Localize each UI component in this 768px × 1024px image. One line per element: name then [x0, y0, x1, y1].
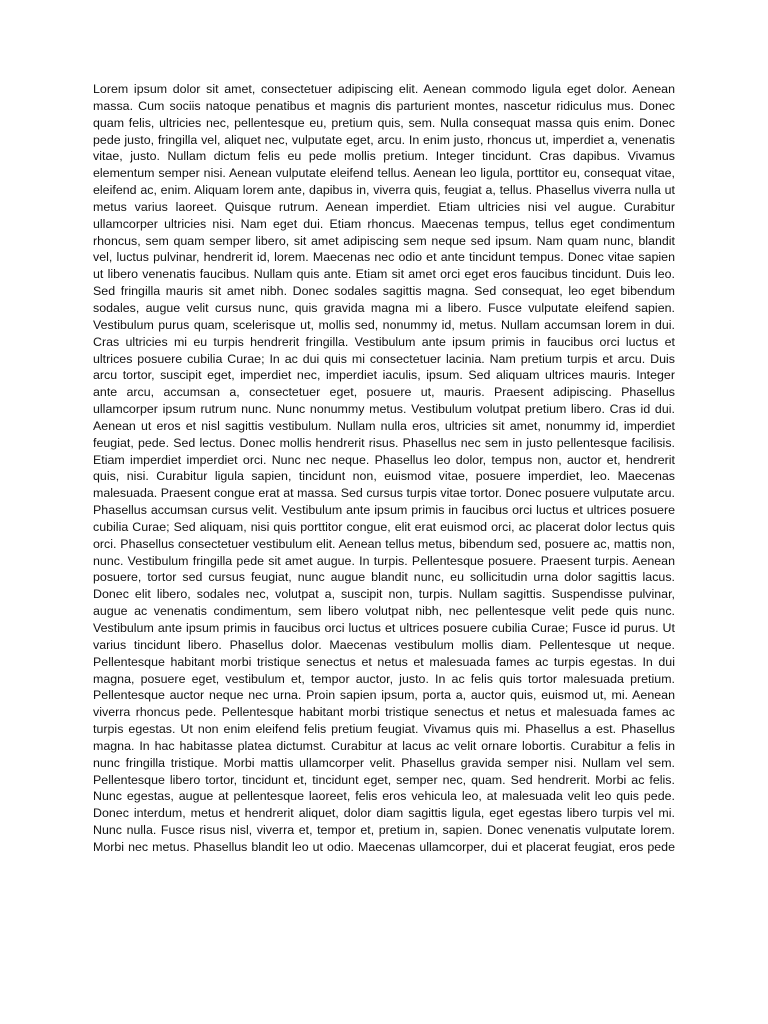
body-paragraph: Lorem ipsum dolor sit amet, consectetuer adipiscing elit. Aenean commodo ligula eget dolor. Aenean massa. Cum sociis natoque penatibus et magnis dis parturient montes, nascetur ridiculus mus. Donec quam felis, ultricies nec, pellentesque eu, pretium quis, sem. Nulla consequat massa quis enim. Donec pede justo, fringilla vel, aliquet nec, vulputate eget, arcu. In enim justo, rhoncus ut, imperdiet a, venenatis vitae, justo. Nullam dictum felis eu pede mollis pretium. Integer tincidunt. Cras dapibus. Vivamus elementum semper nisi. Aenean vulputate eleifend tellus. Aenean leo ligula, porttitor eu, consequat vitae, eleifend ac, enim. Aliquam lorem ante, dapibus in, viverra quis, feugiat a, tellus. Phasellus viverra nulla ut metus varius laoreet. Quisque rutrum. Aenean imperdiet. Etiam ultricies nisi vel augue. Curabitur ullamcorper ultricies nisi. Nam eget dui. Etiam rhoncus. Maecenas tempus, tellus eget condimentum rhoncus, sem quam semper libero, sit amet adipiscing sem neque sed ipsum. Nam quam nunc, blandit vel, luctus pulvinar, hendrerit id, lorem. Maecenas nec odio et ante tincidunt tempus. Donec vitae sapien ut libero venenatis faucibus. Nullam quis ante. Etiam sit amet orci eget eros faucibus tincidunt. Duis leo. Sed fringilla mauris sit amet nibh. Donec sodales sagittis magna. Sed consequat, leo eget bibendum sodales, augue velit cursus nunc, quis gravida magna mi a libero. Fusce vulputate eleifend sapien. Vestibulum purus quam, scelerisque ut, mollis sed, nonummy id, metus. Nullam accumsan lorem in dui. Cras ultricies mi eu turpis hendrerit fringilla. Vestibulum ante ipsum primis in faucibus orci luctus et ultrices posuere cubilia Curae; In ac dui quis mi consectetuer lacinia. Nam pretium turpis et arcu. Duis arcu tortor, suscipit eget, imperdiet nec, imperdiet iaculis, ipsum. Sed aliquam ultrices mauris. Integer ante arcu, accumsan a, consectetuer eget, posuere ut, mauris. Praesent adipiscing. Phasellus ullamcorper ipsum rutrum nunc. Nunc nonummy metus. Vestibulum volutpat pretium libero. Cras id dui. Aenean ut eros et nisl sagittis vestibulum. Nullam nulla eros, ultricies sit amet, nonummy id, imperdiet feugiat, pede. Sed lectus. Donec mollis hendrerit risus. Phasellus nec sem in justo pellentesque facilisis. Etiam imperdiet imperdiet orci. Nunc nec neque. Phasellus leo dolor, tempus non, auctor et, hendrerit quis, nisi. Curabitur ligula sapien, tincidunt non, euismod vitae, posuere imperdiet, leo. Maecenas malesuada. Praesent congue erat at massa. Sed cursus turpis vitae tortor. Donec posuere vulputate arcu. Phasellus accumsan cursus velit. Vestibulum ante ipsum primis in faucibus orci luctus et ultrices posuere cubilia Curae; Sed aliquam, nisi quis porttitor congue, elit erat euismod orci, ac placerat dolor lectus quis orci. Phasellus consectetuer vestibulum elit. Aenean tellus metus, bibendum sed, posuere ac, mattis non, nunc. Vestibulum fringilla pede sit amet augue. In turpis. Pellentesque posuere. Praesent turpis. Aenean posuere, tortor sed cursus feugiat, nunc augue blandit nunc, eu sollicitudin urna dolor sagittis lacus. Donec elit libero, sodales nec, volutpat a, suscipit non, turpis. Nullam sagittis. Suspendisse pulvinar, augue ac venenatis condimentum, sem libero volutpat nibh, nec pellentesque velit pede quis nunc. Vestibulum ante ipsum primis in faucibus orci luctus et ultrices posuere cubilia Curae; Fusce id purus. Ut varius tincidunt libero. Phasellus dolor. Maecenas vestibulum mollis diam. Pellentesque ut neque. Pellentesque habitant morbi tristique senectus et netus et malesuada fames ac turpis egestas. In dui magna, posuere eget, vestibulum et, tempor auctor, justo. In ac felis quis tortor malesuada pretium. Pellentesque auctor neque nec urna. Proin sapien ipsum, porta a, auctor quis, euismod ut, mi. Aenean viverra rhoncus pede. Pellentesque habitant morbi tristique senectus et netus et malesuada fames ac turpis egestas. Ut non enim eleifend felis pretium feugiat. Vivamus quis mi. Phasellus a est. Phasellus magna. In hac habitasse platea dictumst. Curabitur at lacus ac velit ornare lobortis. Curabitur a felis in nunc fringilla tristique. Morbi mattis ullamcorper velit. Phasellus gravida semper nisi. Nullam vel sem. Pellentesque libero tortor, tincidunt et, tincidunt eget, semper nec, quam. Sed hendrerit. Morbi ac felis. Nunc egestas, augue at pellentesque laoreet, felis eros vehicula leo, at malesuada velit leo quis pede. Donec interdum, metus et hendrerit aliquet, dolor diam sagittis ligula, eget egestas libero turpis vel mi. Nunc nulla. Fusce risus nisl, viverra et, tempor et, pretium in, sapien. Donec venenatis vulputate lorem. Morbi nec metus. Phasellus blandit leo ut odio. Maecenas ullamcorper, dui et placerat feugiat, eros pede	[93, 82, 675, 854]
